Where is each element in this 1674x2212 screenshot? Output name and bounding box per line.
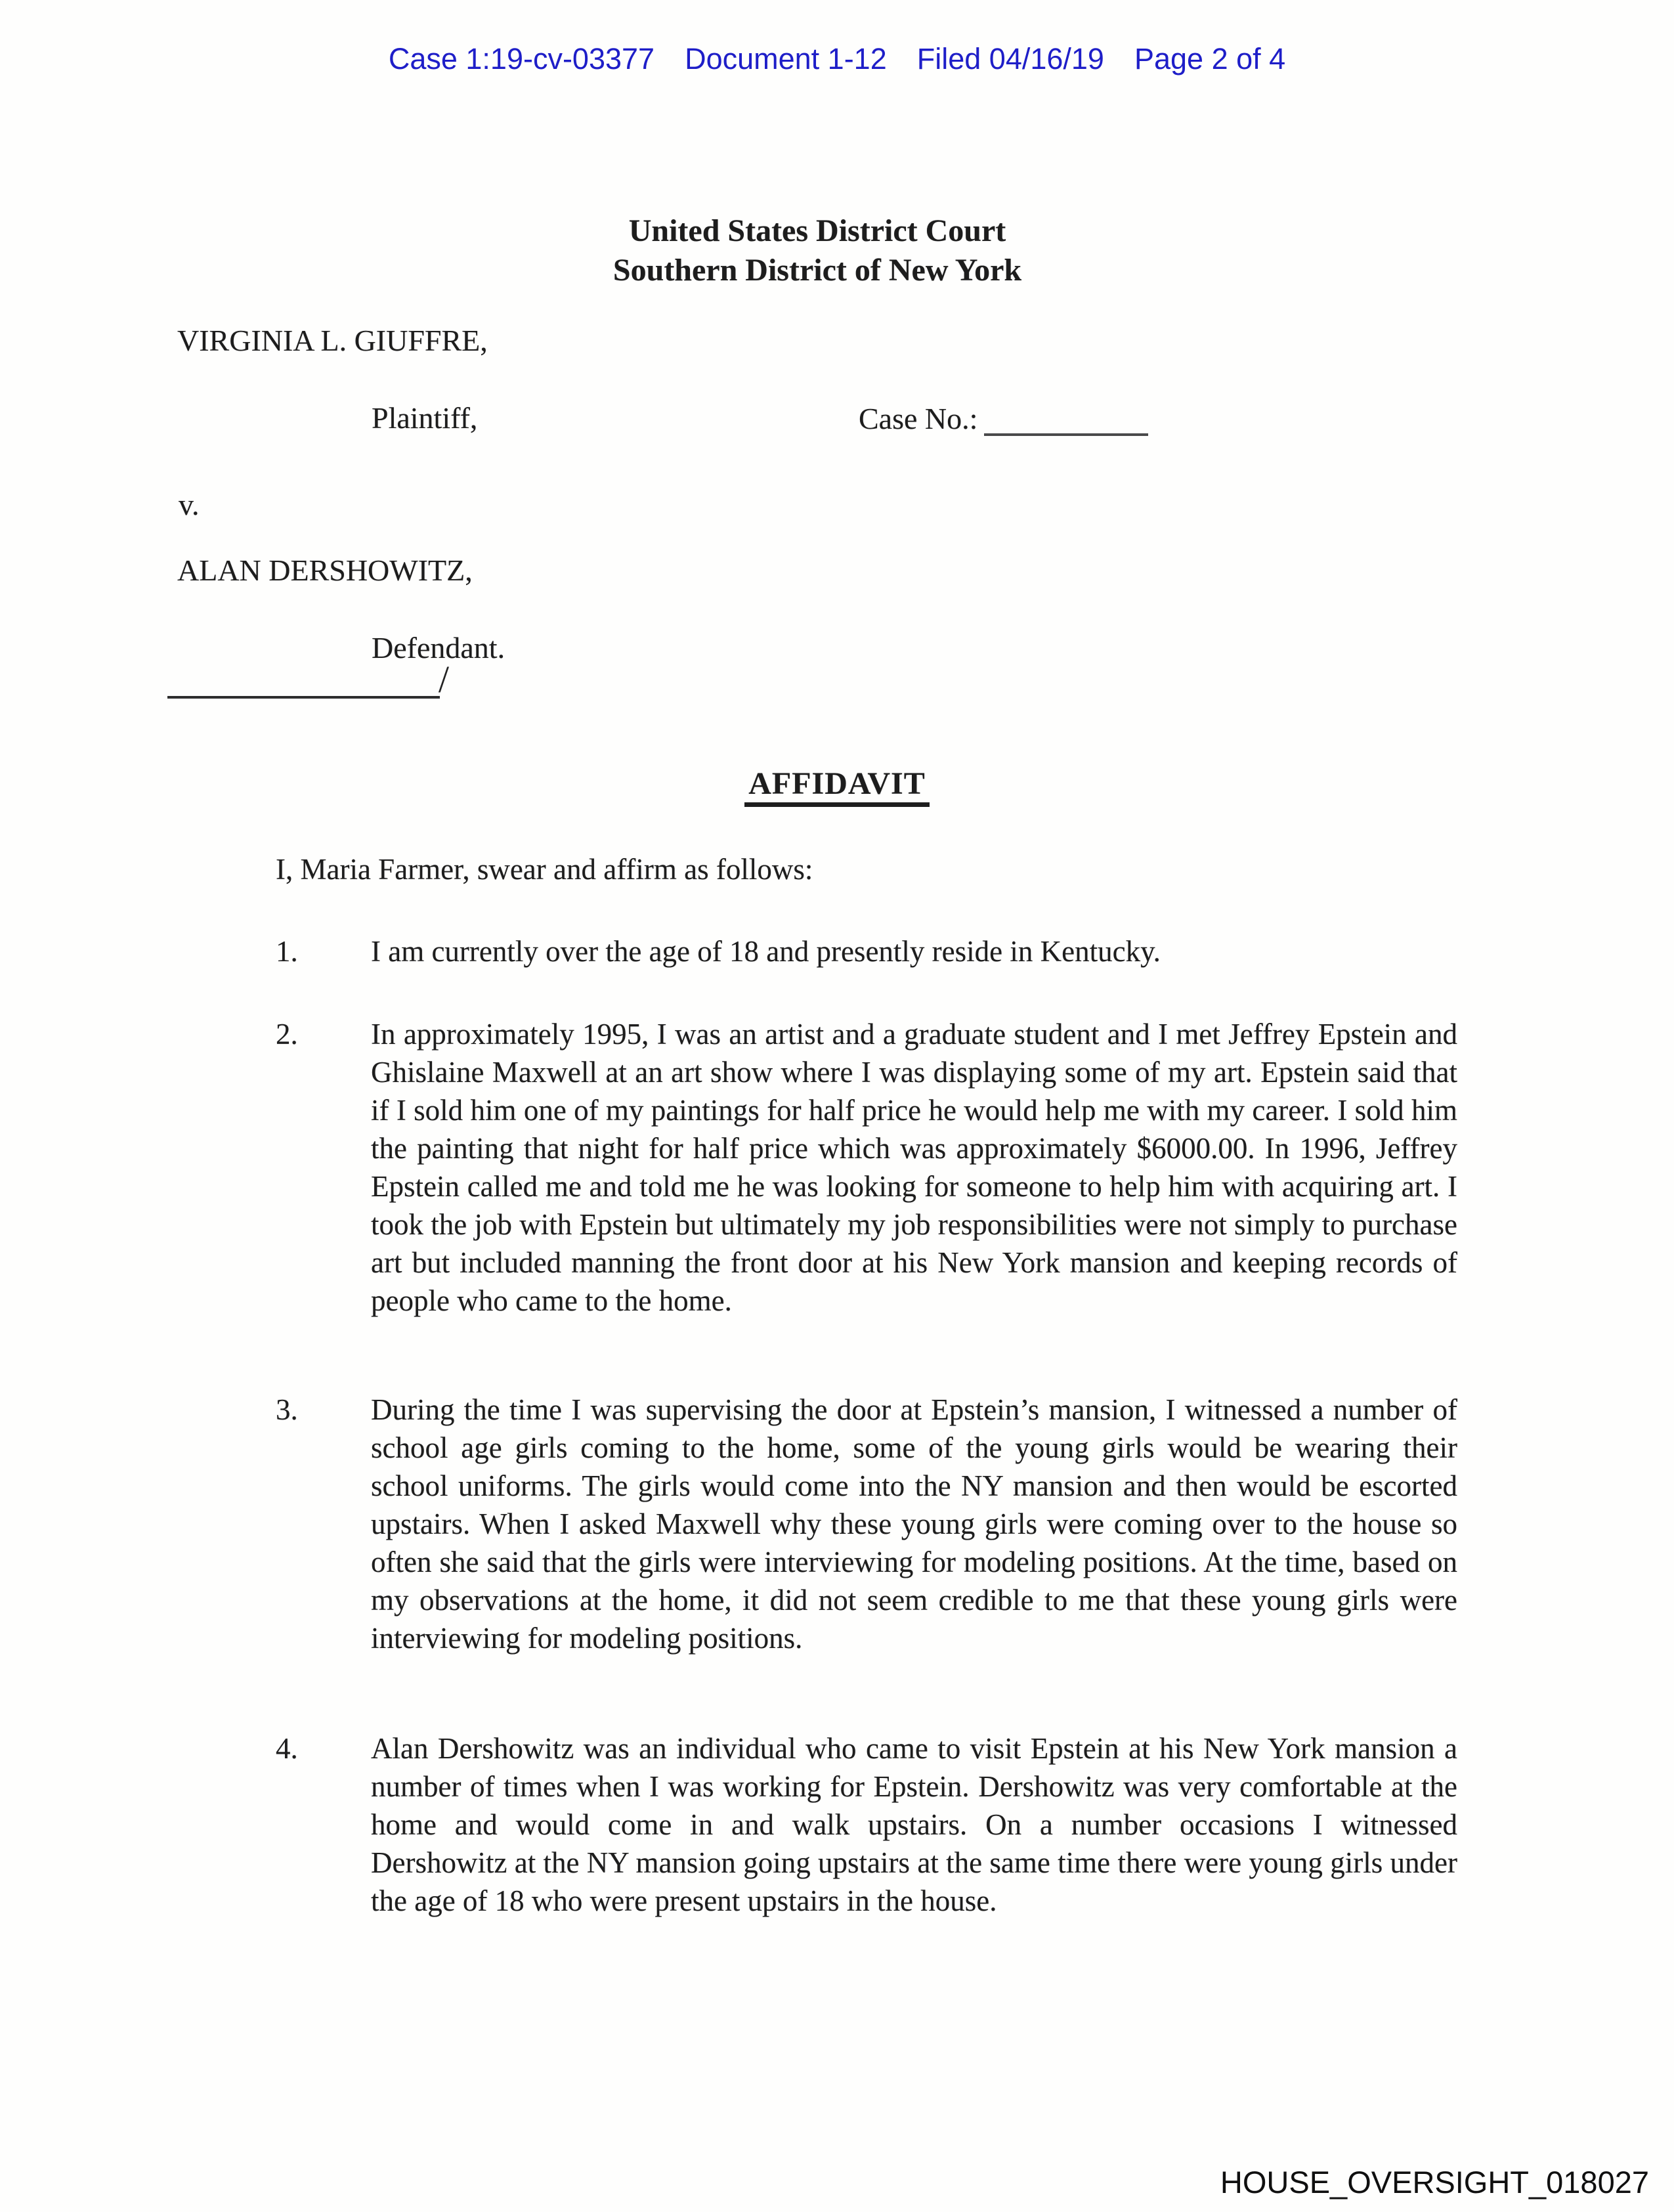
versus-label: v. [179, 488, 200, 521]
document-number-stamp: Document 1-12 [685, 42, 887, 76]
affidavit-paragraph-1 [276, 932, 1457, 970]
case-number-label: Case No.: [859, 402, 978, 435]
plaintiff-name: VIRGINIA L. GIUFFRE, [177, 324, 488, 357]
paragraph-number: 4. [276, 1732, 298, 1765]
caption-divider-slash: / [438, 658, 449, 701]
court-district: Southern District of New York [612, 253, 1022, 288]
caption-divider-line [167, 658, 449, 701]
court-filing-header-stamp [0, 42, 1674, 76]
paragraph-number: 2. [276, 1018, 298, 1051]
affidavit-paragraph-2 [276, 1015, 1457, 1320]
case-number-blank-line [984, 401, 1148, 436]
paragraph-number: 3. [276, 1393, 298, 1426]
paragraph-number: 1. [276, 935, 298, 968]
paragraph-text: In approximately 1995, I was an artist and a graduate student and I met Jeffrey Epstein and Ghislaine Maxwell at an art show where I was displaying some of my art. Epstein said that if I sold him one of my paintings for half price he would help me with my career. I sold him the painting that night for half price which was approximately $6000.00. In 1996, Jeffrey Epstein called me and told me he was looking for someone to help him with acquiring art. I took the job with Epstein but ultimately my job responsibilities were not simply to purchase art but included manning the front door at his New York mansion and keeping records of people who came to the home. [371, 1018, 1457, 1317]
case-number-field [859, 401, 1148, 436]
paragraph-text: During the time I was supervising the door at Epstein’s mansion, I witnessed a number of school age girls coming to the home, some of the young girls would be wearing their school uniforms. The girls would come into the NY mansion and then would be escorted upstairs. When I asked Maxwell why these young girls were coming over to the house so often she said that the girls were interviewing for modeling positions. At the time, based on my observations at the home, it did not seem credible to me that these young girls were interviewing for modeling positions. [371, 1393, 1457, 1655]
affidavit-heading-text: AFFIDAVIT [744, 766, 929, 807]
plaintiff-label: Plaintiff, [372, 401, 478, 435]
case-number-stamp: Case 1:19-cv-03377 [388, 42, 655, 76]
affidavit-heading [0, 766, 1674, 802]
paragraph-text: Alan Dershowitz was an individual who came to visit Epstein at his New York mansion a number of times when I was working for Epstein. Dershowitz was very comfortable at the home and would come in and walk upstairs. On a number occasions I witnessed Dershowitz at the NY mansion going upstairs at the same time there were young girls under the age of 18 who were present upstairs in the house. [371, 1732, 1457, 1917]
court-title [0, 211, 1635, 290]
defendant-label: Defendant. [372, 631, 505, 664]
bates-number-stamp: HOUSE_OVERSIGHT_018027 [1220, 2165, 1649, 2200]
court-name: United States District Court [628, 213, 1006, 248]
affidavit-paragraph-3 [276, 1391, 1457, 1657]
defendant-name: ALAN DERSHOWITZ, [177, 553, 473, 587]
affidavit-intro: I, Maria Farmer, swear and affirm as follows: [276, 853, 813, 886]
paragraph-text: I am currently over the age of 18 and presently reside in Kentucky. [371, 935, 1161, 968]
affidavit-paragraph-4 [276, 1729, 1457, 1920]
page-number-stamp: Page 2 of 4 [1134, 42, 1286, 76]
filed-date-stamp: Filed 04/16/19 [916, 42, 1104, 76]
